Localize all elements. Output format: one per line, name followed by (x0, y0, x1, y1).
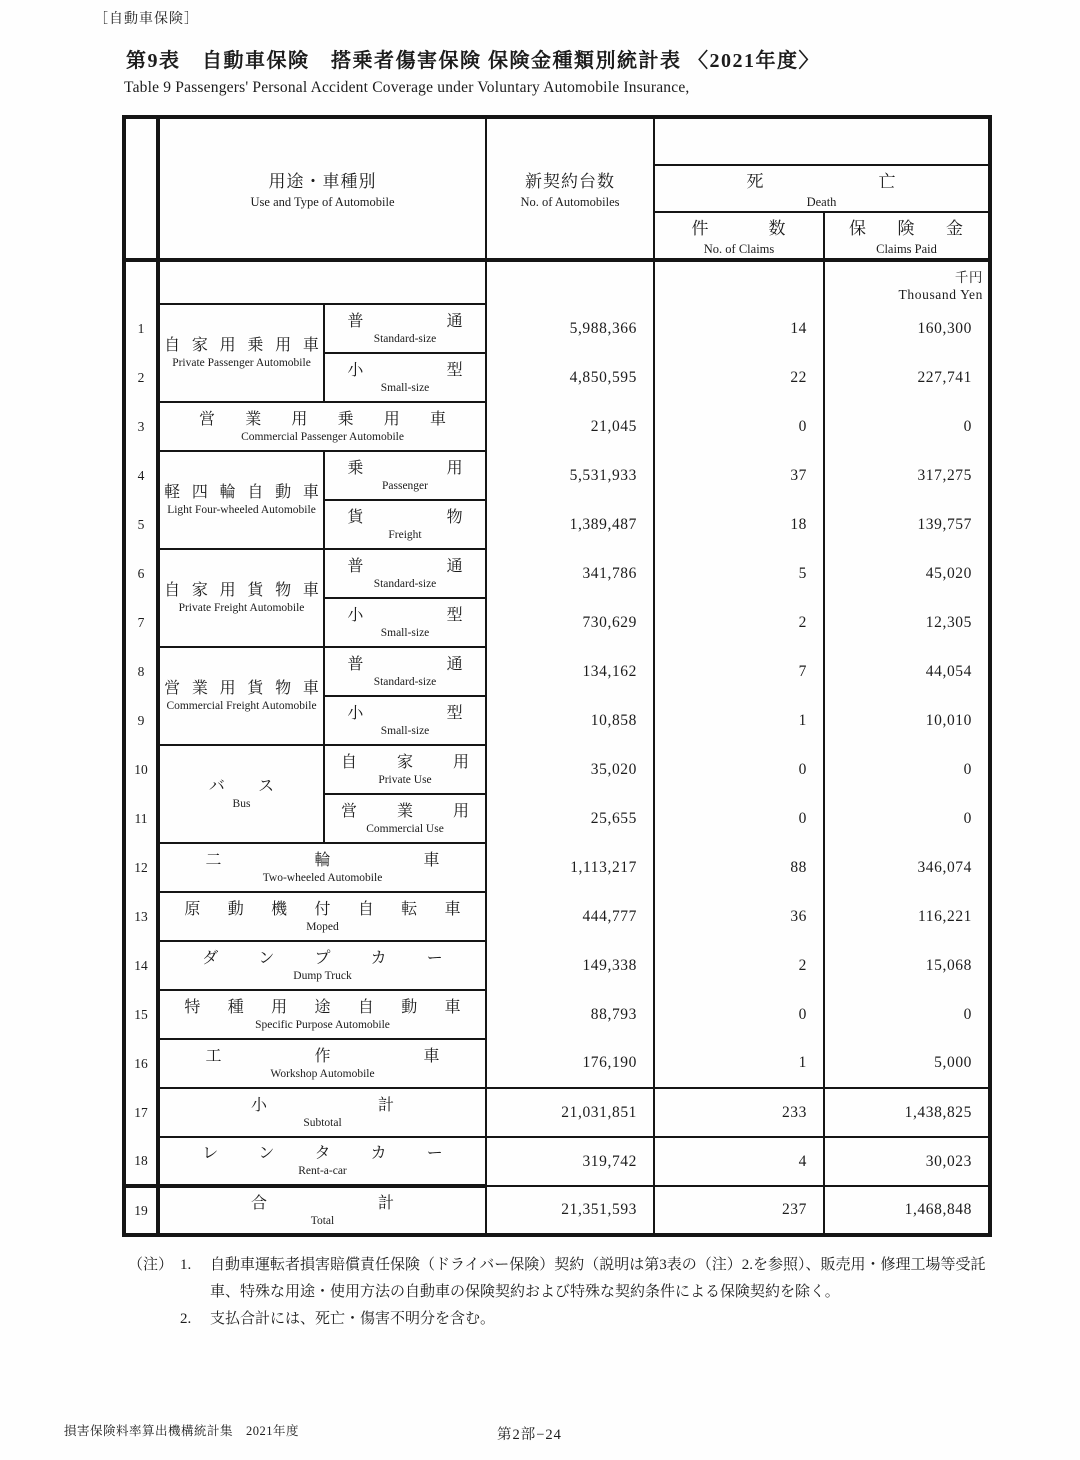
row-number-cell: 5 (124, 500, 158, 549)
vehicle-group-cell (158, 745, 324, 843)
vehicle-type-cell (324, 304, 486, 353)
vehicle-label-en: Dump Truck (293, 969, 352, 982)
autos-value-cell: 730,629 (486, 598, 654, 647)
vehicle-group-cell (158, 549, 324, 647)
claims-value-cell: 14 (654, 304, 824, 353)
paid-value-cell: 346,074 (824, 843, 990, 892)
autos-value-cell: 5,531,933 (486, 451, 654, 500)
claims-value-cell: 36 (654, 892, 824, 941)
vehicle-label-ja: レ ン タ カ ー (202, 1145, 443, 1163)
claims-value-cell: 237 (654, 1186, 824, 1235)
type-label-ja: 小 型 (347, 606, 463, 624)
use-type-label-en: Use and Type of Automobile (250, 195, 395, 209)
row-number-cell: 14 (124, 941, 158, 990)
row-number-cell: 17 (124, 1088, 158, 1137)
use-type-label-ja: 用途・車種別 (268, 172, 377, 191)
type-label-ja: 小 型 (347, 704, 463, 722)
claims-value-cell: 7 (654, 647, 824, 696)
type-label-ja: 自 家 用 (341, 753, 469, 771)
autos-value-cell: 149,338 (486, 941, 654, 990)
vehicle-type-cell (324, 794, 486, 843)
page-title: 第9表 自動車保険 搭乗者傷害保険 保険金種類別統計表 〈2021年度〉 (126, 50, 820, 72)
autos-value-cell: 134,162 (486, 647, 654, 696)
type-label-ja: 貨 物 (347, 508, 463, 526)
footer-page-number: 第2部−24 (497, 1427, 562, 1443)
claims-header-cell (654, 212, 824, 260)
vehicle-label-ja: 二 輪 車 (205, 851, 440, 869)
claims-value-cell: 0 (654, 990, 824, 1039)
group-label-ja: 軽 四 輪 自 動 車 (164, 484, 319, 502)
vehicle-type-cell (324, 451, 486, 500)
paid-value-cell: 1,468,848 (824, 1186, 990, 1235)
paid-value-cell: 15,068 (824, 941, 990, 990)
autos-value-cell: 35,020 (486, 745, 654, 794)
group-label-ja: バ ス (208, 778, 275, 796)
row-number-cell: 1 (124, 304, 158, 353)
group-label-en: Private Freight Automobile (178, 602, 305, 615)
statistics-table (122, 115, 992, 1237)
vehicle-label-en: Subtotal (303, 1116, 342, 1129)
paid-value-cell: 0 (824, 402, 990, 451)
paid-value-cell: 30,023 (824, 1137, 990, 1186)
row-number-cell (124, 260, 158, 304)
type-label-ja: 営 業 用 (341, 802, 469, 820)
row-number-cell: 7 (124, 598, 158, 647)
unit-blank-cell (158, 260, 486, 304)
note-number: 2. (180, 1311, 192, 1327)
vehicle-label-cell (158, 843, 486, 892)
paid-value-cell: 12,305 (824, 598, 990, 647)
vehicle-type-cell (324, 745, 486, 794)
row-number-cell: 18 (124, 1137, 158, 1186)
paid-value-cell: 116,221 (824, 892, 990, 941)
vehicle-label-en: Commercial Passenger Automobile (241, 430, 404, 443)
type-label-en: Small-size (380, 724, 430, 737)
type-label-en: Standard-size (373, 675, 437, 688)
table-row (124, 451, 990, 500)
claims-value-cell: 5 (654, 549, 824, 598)
corner-tag: ［自動車保険］ (94, 12, 199, 27)
row-number-cell: 9 (124, 696, 158, 745)
note-label: （注） (128, 1257, 174, 1273)
claims-value-cell: 37 (654, 451, 824, 500)
row-number-cell: 16 (124, 1039, 158, 1088)
vehicle-label-cell (158, 892, 486, 941)
type-label-en: Freight (388, 528, 422, 541)
header-blank-cell (654, 117, 990, 165)
table-row (124, 892, 990, 941)
paid-value-cell: 139,757 (824, 500, 990, 549)
claims-value-cell: 1 (654, 696, 824, 745)
paid-value-cell: 10,010 (824, 696, 990, 745)
table-row (124, 304, 990, 353)
autos-value-cell: 21,031,851 (486, 1088, 654, 1137)
paid-header-cell (824, 212, 990, 260)
autos-value-cell: 444,777 (486, 892, 654, 941)
claims-value-cell: 88 (654, 843, 824, 892)
page-subtitle: Table 9 Passengers' Personal Accident Coverage under Voluntary Automobile Insurance, (124, 79, 690, 96)
paid-label-ja: 保 険 金 (849, 219, 965, 238)
vehicle-group-cell (158, 451, 324, 549)
group-label-en: Private Passenger Automobile (172, 357, 311, 370)
vehicle-label-cell (158, 1186, 486, 1235)
row-number-cell: 12 (124, 843, 158, 892)
autos-value-cell: 10,858 (486, 696, 654, 745)
type-label-en: Small-size (380, 626, 430, 639)
type-label-ja: 小 型 (347, 361, 463, 379)
table-row (124, 647, 990, 696)
type-label-en: Private Use (378, 773, 432, 786)
claims-value-cell: 0 (654, 745, 824, 794)
vehicle-label-en: Two-wheeled Automobile (262, 871, 383, 884)
claims-value-cell: 1 (654, 1039, 824, 1088)
paid-value-cell: 317,275 (824, 451, 990, 500)
row-number-cell: 15 (124, 990, 158, 1039)
autos-value-cell: 25,655 (486, 794, 654, 843)
vehicle-label-en: Total (310, 1214, 335, 1227)
vehicle-label-ja: 工 作 車 (205, 1047, 440, 1065)
table-row (124, 402, 990, 451)
autos-label-ja: 新契約台数 (525, 172, 616, 191)
header-row-1 (124, 117, 990, 165)
vehicle-label-ja: 小 計 (251, 1096, 394, 1114)
vehicle-type-cell (324, 500, 486, 549)
unit-en: Thousand Yen (898, 287, 984, 302)
claims-value-cell: 2 (654, 598, 824, 647)
type-label-en: Standard-size (373, 577, 437, 590)
footnote-item (128, 1306, 1012, 1333)
vehicle-label-ja: 特 種 用 途 自 動 車 (184, 998, 461, 1016)
autos-value-cell: 4,850,595 (486, 353, 654, 402)
row-number-cell: 6 (124, 549, 158, 598)
type-label-en: Passenger (382, 479, 428, 492)
group-label-ja: 自 家 用 貨 物 車 (164, 582, 319, 600)
paid-value-cell: 5,000 (824, 1039, 990, 1088)
claims-label-ja: 件 数 (691, 219, 787, 238)
vehicle-label-cell (158, 990, 486, 1039)
table-row (124, 990, 990, 1039)
unit-cell (824, 260, 990, 304)
vehicle-label-en: Rent-a-car (298, 1165, 347, 1178)
claims-value-cell: 18 (654, 500, 824, 549)
footnotes (128, 1252, 1012, 1333)
vehicle-label-ja: 原 動 機 付 自 転 車 (184, 900, 461, 918)
autos-header-cell (486, 117, 654, 260)
death-header-cell (654, 165, 990, 212)
vehicle-label-cell (158, 1088, 486, 1137)
autos-value-cell: 21,045 (486, 402, 654, 451)
vehicle-label-en: Workshop Automobile (270, 1067, 375, 1080)
type-label-ja: 普 通 (347, 557, 463, 575)
claims-value-cell: 233 (654, 1088, 824, 1137)
group-label-ja: 自 家 用 乗 用 車 (164, 337, 319, 355)
note-text: 自動車運転者損害賠償責任保険（ドライバー保険）契約（説明は第3表の（注）2.を参照）、販売用・修理工場等受託車、特殊な用途・使用方法の自動車の保険契約および特殊な契約条件による保険契約を除く。 (210, 1257, 986, 1300)
table-row (124, 549, 990, 598)
row-number-cell: 4 (124, 451, 158, 500)
group-label-en: Commercial Freight Automobile (166, 700, 317, 713)
row-number-cell: 3 (124, 402, 158, 451)
death-label-en: Death (806, 195, 837, 209)
vehicle-label-ja: 営 業 用 乗 用 車 (199, 410, 446, 428)
footnote-item (128, 1252, 1012, 1306)
vehicle-label-ja: ダ ン プ カ ー (202, 949, 443, 967)
vehicle-type-cell (324, 696, 486, 745)
group-label-ja: 営 業 用 貨 物 車 (164, 680, 319, 698)
vehicle-label-cell (158, 1137, 486, 1186)
autos-value-cell: 1,389,487 (486, 500, 654, 549)
paid-value-cell: 45,020 (824, 549, 990, 598)
paid-value-cell: 1,438,825 (824, 1088, 990, 1137)
statistics-table-wrapper (122, 115, 992, 1237)
type-label-ja: 乗 用 (347, 459, 463, 477)
row-number-cell: 8 (124, 647, 158, 696)
row-number-cell: 11 (124, 794, 158, 843)
table-row (124, 843, 990, 892)
autos-value-cell: 341,786 (486, 549, 654, 598)
vehicle-label-cell (158, 941, 486, 990)
blank-cell (654, 260, 824, 304)
autos-label-en: No. of Automobiles (520, 195, 620, 209)
note-text: 支払合計には、死亡・傷害不明分を含む。 (210, 1311, 496, 1327)
death-label-ja: 死 亡 (746, 172, 897, 191)
group-label-en: Light Four-wheeled Automobile (167, 504, 316, 517)
claims-value-cell: 22 (654, 353, 824, 402)
use-type-header-cell (158, 117, 486, 260)
unit-ja: 千円 (954, 270, 984, 285)
row-number-header-cell (124, 117, 158, 260)
table-row (124, 1039, 990, 1088)
type-label-en: Commercial Use (366, 822, 444, 835)
paid-value-cell: 0 (824, 990, 990, 1039)
claims-value-cell: 0 (654, 402, 824, 451)
paid-label-en: Claims Paid (876, 242, 937, 256)
table-row (124, 745, 990, 794)
unit-row (124, 260, 990, 304)
paid-value-cell: 44,054 (824, 647, 990, 696)
paid-value-cell: 0 (824, 745, 990, 794)
note-number: 1. (180, 1257, 192, 1273)
vehicle-group-cell (158, 304, 324, 402)
type-label-en: Small-size (380, 381, 430, 394)
vehicle-group-cell (158, 647, 324, 745)
autos-value-cell: 88,793 (486, 990, 654, 1039)
autos-value-cell: 176,190 (486, 1039, 654, 1088)
claims-value-cell: 0 (654, 794, 824, 843)
blank-cell (486, 260, 654, 304)
autos-value-cell: 1,113,217 (486, 843, 654, 892)
type-label-ja: 普 通 (347, 312, 463, 330)
row-number-cell: 10 (124, 745, 158, 794)
claims-value-cell: 4 (654, 1137, 824, 1186)
group-label-en: Bus (232, 798, 251, 811)
vehicle-label-cell (158, 1039, 486, 1088)
vehicle-type-cell (324, 353, 486, 402)
autos-value-cell: 319,742 (486, 1137, 654, 1186)
table-row (124, 1137, 990, 1186)
claims-label-en: No. of Claims (703, 242, 775, 256)
row-number-cell: 13 (124, 892, 158, 941)
type-label-ja: 普 通 (347, 655, 463, 673)
footer-source: 損害保険料率算出機構統計集 2021年度 (64, 1424, 300, 1438)
table-row (124, 941, 990, 990)
vehicle-label-en: Moped (306, 920, 339, 933)
autos-value-cell: 21,351,593 (486, 1186, 654, 1235)
vehicle-label-ja: 合 計 (251, 1194, 394, 1212)
paid-value-cell: 0 (824, 794, 990, 843)
paid-value-cell: 227,741 (824, 353, 990, 402)
row-number-cell: 2 (124, 353, 158, 402)
vehicle-type-cell (324, 549, 486, 598)
row-number-cell: 19 (124, 1186, 158, 1235)
paid-value-cell: 160,300 (824, 304, 990, 353)
claims-value-cell: 2 (654, 941, 824, 990)
vehicle-type-cell (324, 598, 486, 647)
vehicle-label-cell (158, 402, 486, 451)
vehicle-label-en: Specific Purpose Automobile (255, 1018, 390, 1031)
vehicle-type-cell (324, 647, 486, 696)
type-label-en: Standard-size (373, 332, 437, 345)
total-row (124, 1186, 990, 1235)
subtotal-row (124, 1088, 990, 1137)
autos-value-cell: 5,988,366 (486, 304, 654, 353)
